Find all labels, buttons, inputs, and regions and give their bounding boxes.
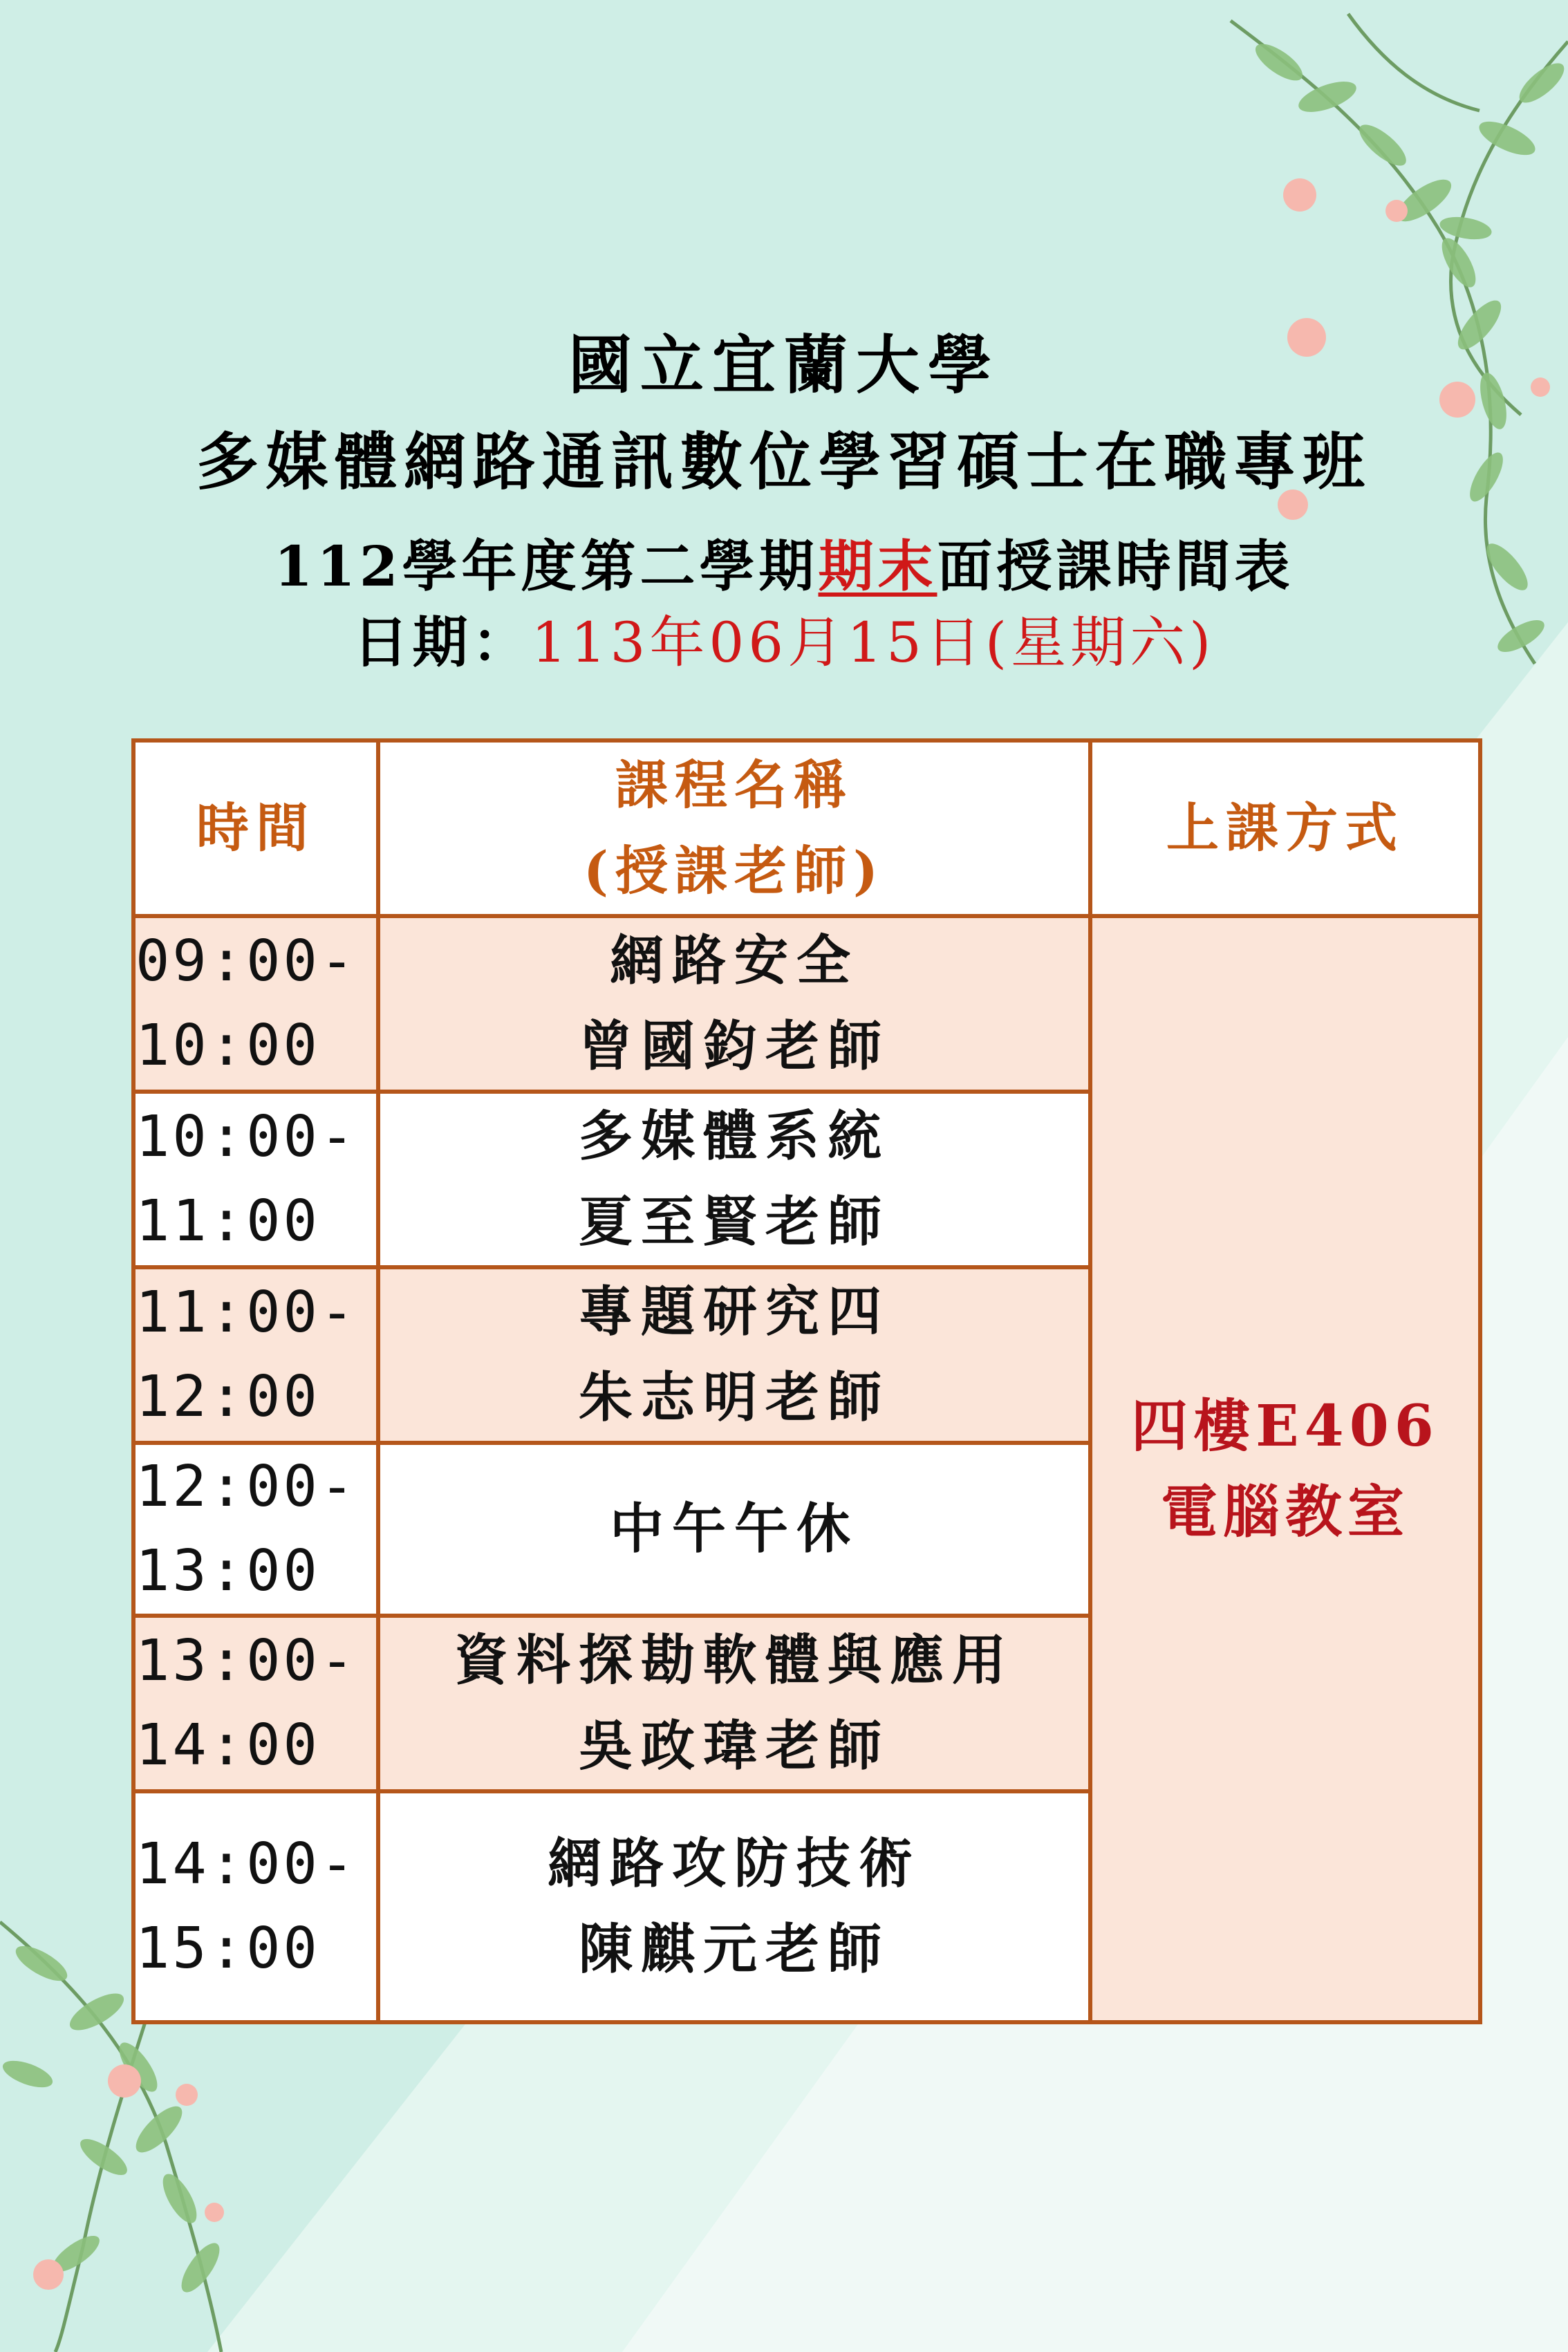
time-end: 10:00	[136, 1013, 320, 1079]
mode-cell	[1090, 916, 1480, 2022]
course-name: 網路安全	[609, 929, 859, 992]
course-name: 資料探勘軟體與應用	[454, 1629, 1014, 1692]
time-start: 10:00-	[136, 1104, 357, 1170]
time-start: 14:00-	[136, 1831, 357, 1897]
schedule-title-highlight: 期末	[818, 534, 937, 599]
schedule-table	[131, 738, 1482, 2024]
date-label: 日期：	[353, 610, 532, 675]
teacher-name: 吳政瑋老師	[578, 1715, 890, 1777]
course-cell	[378, 1092, 1090, 1267]
header-time: 時間	[133, 740, 378, 916]
course-cell	[378, 1443, 1090, 1616]
mode-classroom: 電腦教室	[1160, 1479, 1410, 1545]
time-cell	[133, 1443, 378, 1616]
program-title: 多媒體網路通訊數位學習碩士在職專班	[196, 425, 1372, 498]
university-title: 國立宜蘭大學	[568, 328, 1000, 402]
time-end: 11:00	[136, 1188, 320, 1254]
time-end: 13:00	[136, 1538, 320, 1604]
time-end: 14:00	[136, 1712, 320, 1778]
table-header-row	[133, 740, 1480, 916]
date-value: 113年06月15日(星期六)	[531, 610, 1215, 675]
time-cell	[133, 1267, 378, 1443]
time-end: 12:00	[136, 1364, 320, 1430]
time-cell	[133, 1791, 378, 2022]
time-start: 09:00-	[136, 928, 357, 994]
time-cell	[133, 1616, 378, 1791]
time-end: 15:00	[136, 1916, 320, 1981]
course-name: 中午午休	[609, 1497, 859, 1560]
course-name: 多媒體系統	[578, 1105, 890, 1168]
course-cell	[378, 1791, 1090, 2022]
header-course-line1: 課程名稱	[615, 754, 853, 816]
teacher-name: 夏至賢老師	[578, 1191, 890, 1253]
time-cell	[133, 916, 378, 1092]
date-line	[0, 598, 1568, 678]
teacher-name: 朱志明老師	[578, 1366, 890, 1429]
time-cell	[133, 1092, 378, 1267]
time-start: 12:00-	[136, 1454, 357, 1520]
schedule-title-suffix: 面授課時間表	[937, 534, 1294, 599]
schedule-title	[0, 522, 1568, 601]
header-course-line2: (授課老師)	[584, 840, 885, 902]
header-mode: 上課方式	[1090, 740, 1480, 916]
course-cell	[378, 1616, 1090, 1791]
time-start: 11:00-	[136, 1280, 357, 1345]
schedule-title-prefix: 112學年度第二學期	[274, 534, 819, 599]
table-row	[133, 916, 1480, 1092]
teacher-name: 曾國鈞老師	[578, 1015, 890, 1078]
course-name: 專題研究四	[578, 1280, 890, 1343]
header-course	[378, 740, 1090, 916]
teacher-name: 陳麒元老師	[578, 1918, 890, 1981]
course-cell	[378, 1267, 1090, 1443]
time-start: 13:00-	[136, 1628, 357, 1694]
mode-room: 四樓E406	[1131, 1393, 1439, 1459]
course-cell	[378, 916, 1090, 1092]
course-name: 網路攻防技術	[547, 1832, 921, 1895]
